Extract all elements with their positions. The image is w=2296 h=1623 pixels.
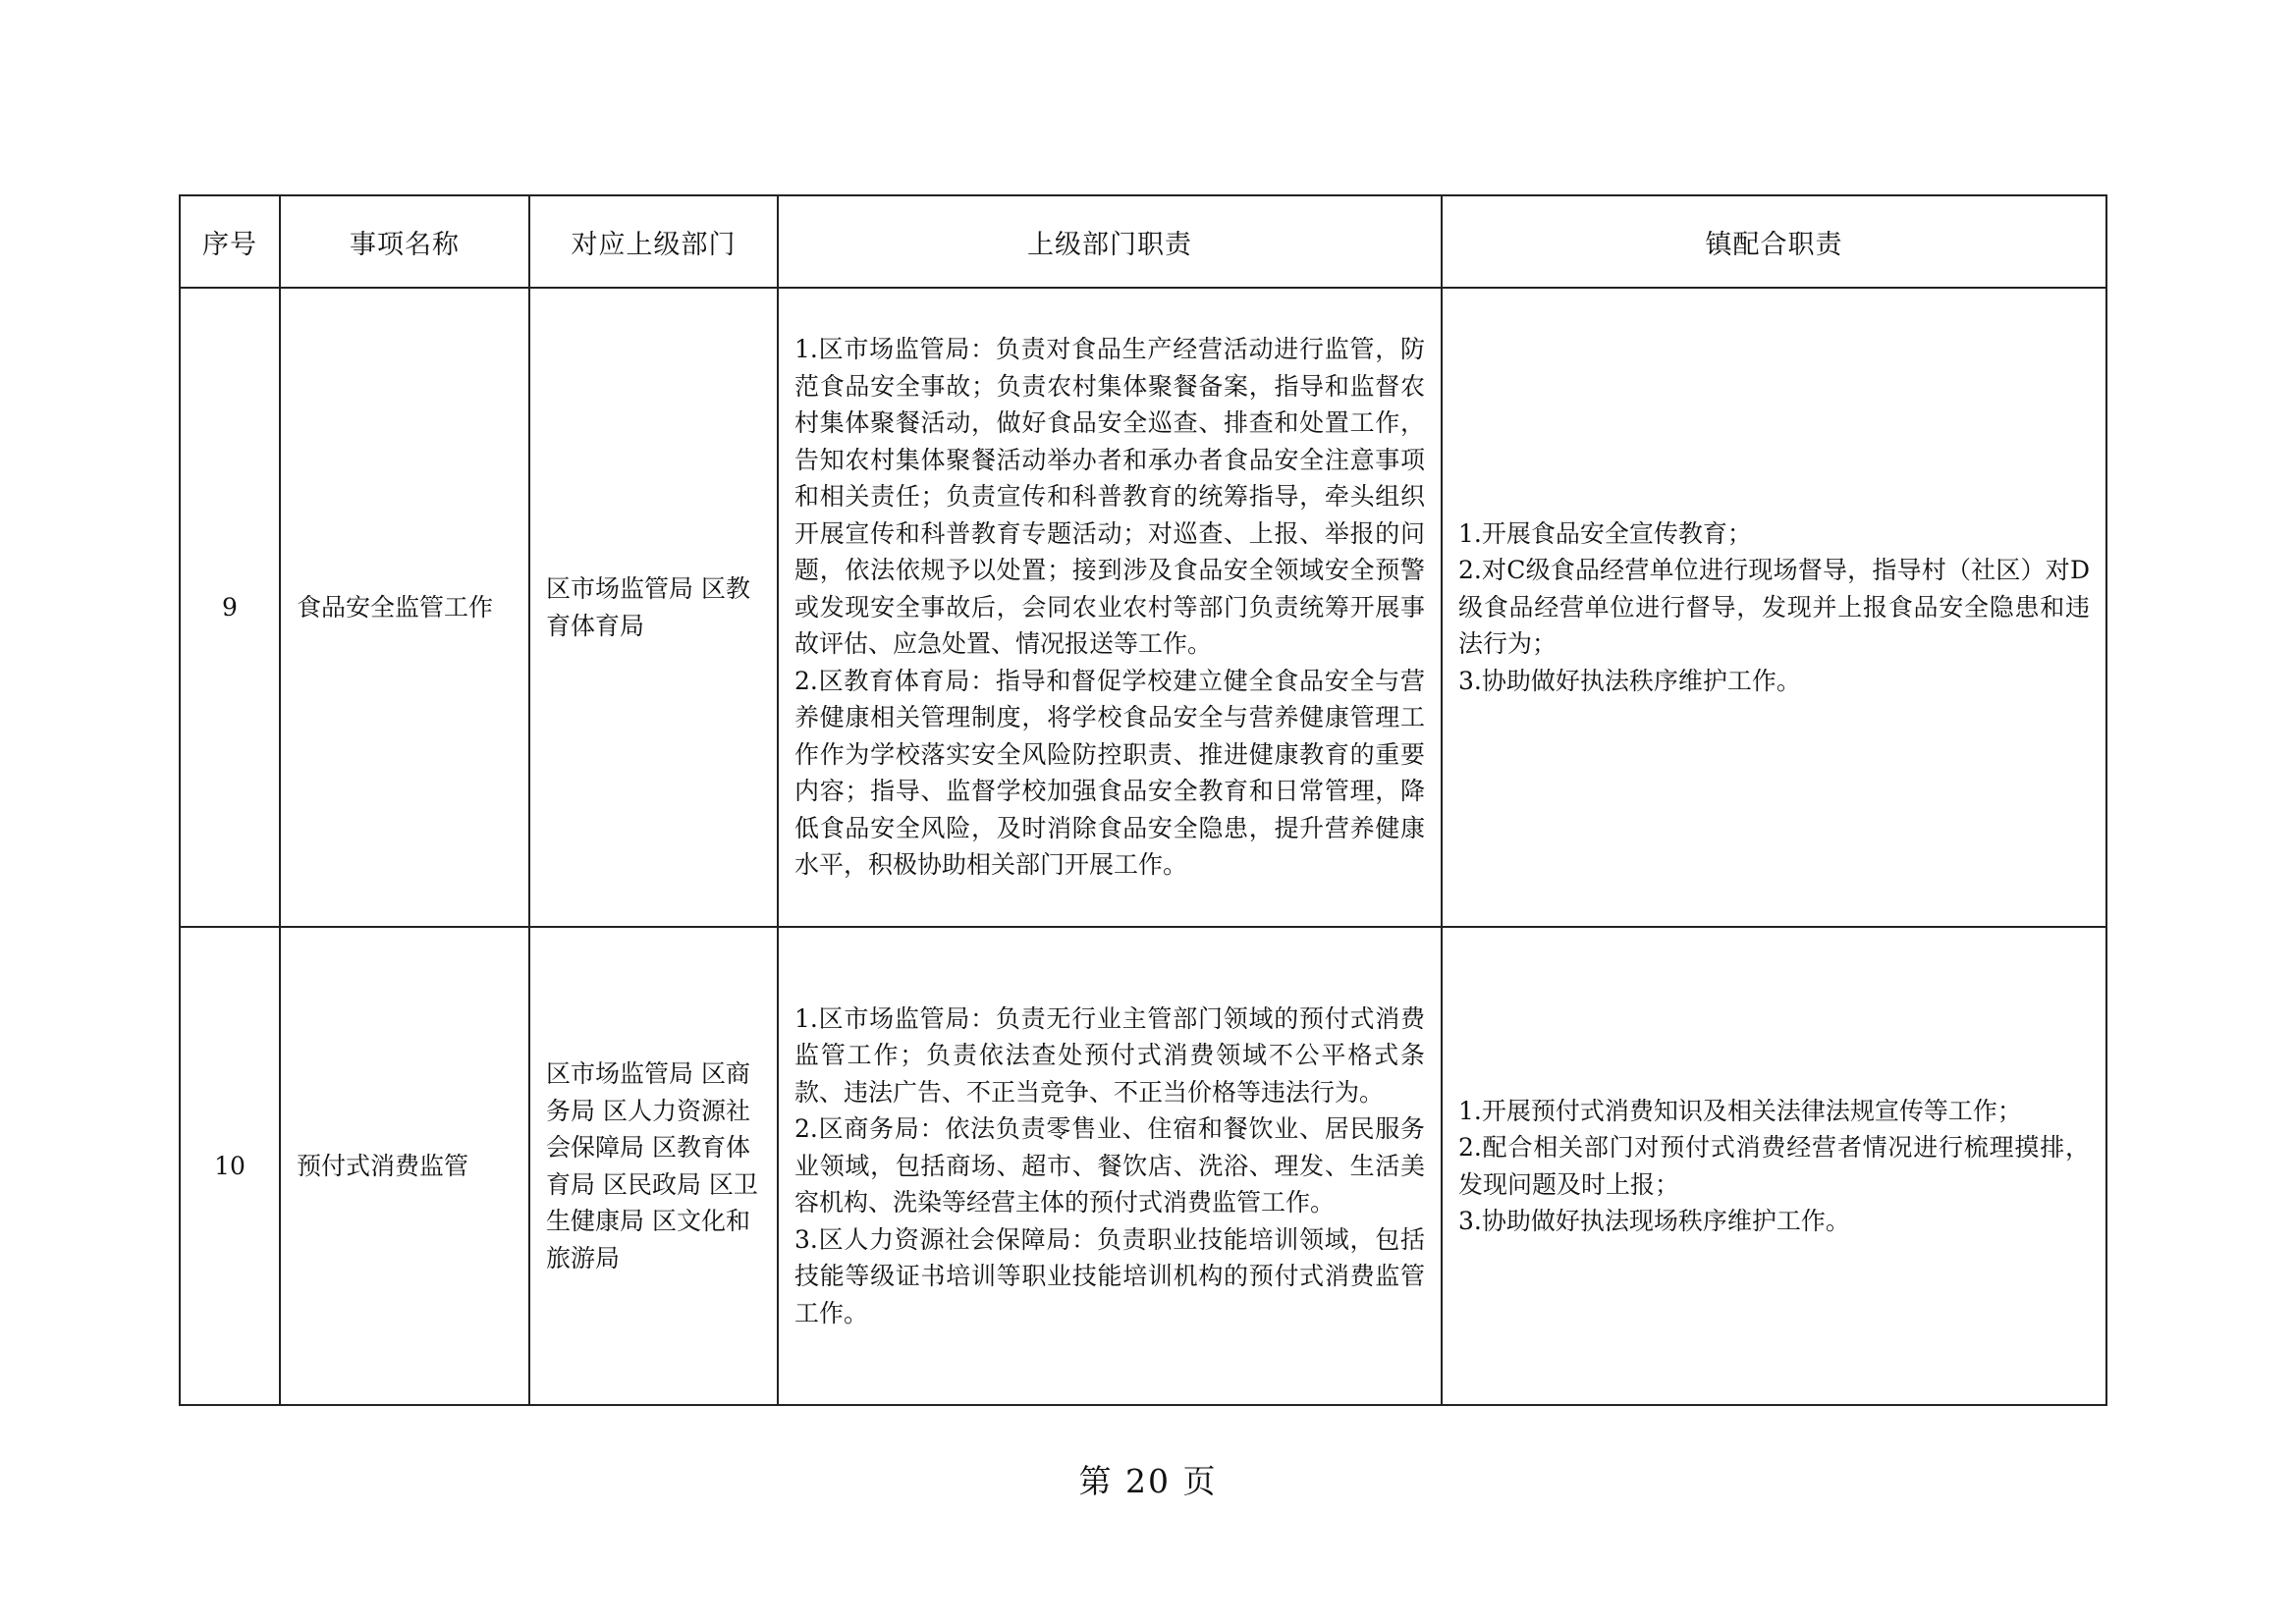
table-row (180, 288, 2106, 927)
town-duties (1442, 288, 2106, 927)
row-number: 9 (180, 288, 280, 927)
duty-paragraph: 1.区市场监管局：负责无行业主管部门领域的预付式消费监管工作；负责依法查处预付式消费领域不公平格式条款、违法广告、不正当竞争、不正当价格等违法行为。 (794, 1003, 1425, 1107)
departments: 区市场监管局 区教育体育局 (529, 288, 778, 927)
departments: 区市场监管局 区商务局 区人力资源社会保障局 区教育体育局 区民政局 区卫生健康局 区文化和旅游局 (529, 927, 778, 1405)
town-duty-item: 3.协助做好执法现场秩序维护工作。 (1458, 1207, 1850, 1235)
duty-paragraph: 2.区商务局：依法负责零售业、住宿和餐饮业、居民服务业领域，包括商场、超市、餐饮店、洗浴、理发、生活美容机构、洗染等经营主体的预付式消费监管工作。 (794, 1114, 1425, 1217)
header-number: 序号 (180, 195, 280, 288)
superior-duties (778, 288, 1442, 927)
row-number: 10 (180, 927, 280, 1405)
table-row (180, 927, 2106, 1405)
header-departments: 对应上级部门 (529, 195, 778, 288)
header-town-duties: 镇配合职责 (1442, 195, 2106, 288)
duty-table (179, 194, 2107, 1406)
table-header-row (180, 195, 2106, 288)
town-duty-item: 2.对C级食品经营单位进行现场督导，指导村（社区）对D级食品经营单位进行督导，发现并上报食品安全隐患和违法行为； (1458, 556, 2090, 659)
town-duty-item: 3.协助做好执法秩序维护工作。 (1458, 666, 1801, 695)
superior-duties (778, 927, 1442, 1405)
duty-paragraph: 2.区教育体育局：指导和督促学校建立健全食品安全与营养健康相关管理制度，将学校食品安全与营养健康管理工作作为学校落实安全风险防控职责、推进健康教育的重要内容；指导、监督学校加强食品安全教育和日常管理，降低食品安全风险，及时消除食品安全隐患，提升营养健康水平，积极协助相关部门开展工作。 (794, 666, 1425, 880)
item-name: 食品安全监管工作 (280, 288, 529, 927)
duty-paragraph: 1.区市场监管局：负责对食品生产经营活动进行监管，防范食品安全事故；负责农村集体聚餐备案，指导和监督农村集体聚餐活动，做好食品安全巡查、排查和处置工作，告知农村集体聚餐活动举办者和承办者食品安全注意事项和相关责任；负责宣传和科普教育的统筹指导，牵头组织开展宣传和科普教育专题活动；对巡查、上报、举报的问题，依法依规予以处置；接到涉及食品安全领域安全预警或发现安全事故后，会同农业农村等部门负责统筹开展事故评估、应急处置、情况报送等工作。 (794, 335, 1425, 659)
town-duties (1442, 927, 2106, 1405)
page-number: 第 20 页 (1078, 1462, 1218, 1500)
duty-paragraph: 3.区人力资源社会保障局：负责职业技能培训领域，包括技能等级证书培训等职业技能培训机构的预付式消费监管工作。 (794, 1224, 1425, 1327)
header-item-name: 事项名称 (280, 195, 529, 288)
town-duty-item: 1.开展食品安全宣传教育； (1458, 518, 1752, 548)
header-superior-duties: 上级部门职责 (778, 195, 1442, 288)
town-duty-item: 2.配合相关部门对预付式消费经营者情况进行梳理摸排，发现问题及时上报； (1458, 1133, 2090, 1199)
town-duty-item: 1.开展预付式消费知识及相关法律法规宣传等工作； (1458, 1096, 2022, 1125)
item-name: 预付式消费监管 (280, 927, 529, 1405)
